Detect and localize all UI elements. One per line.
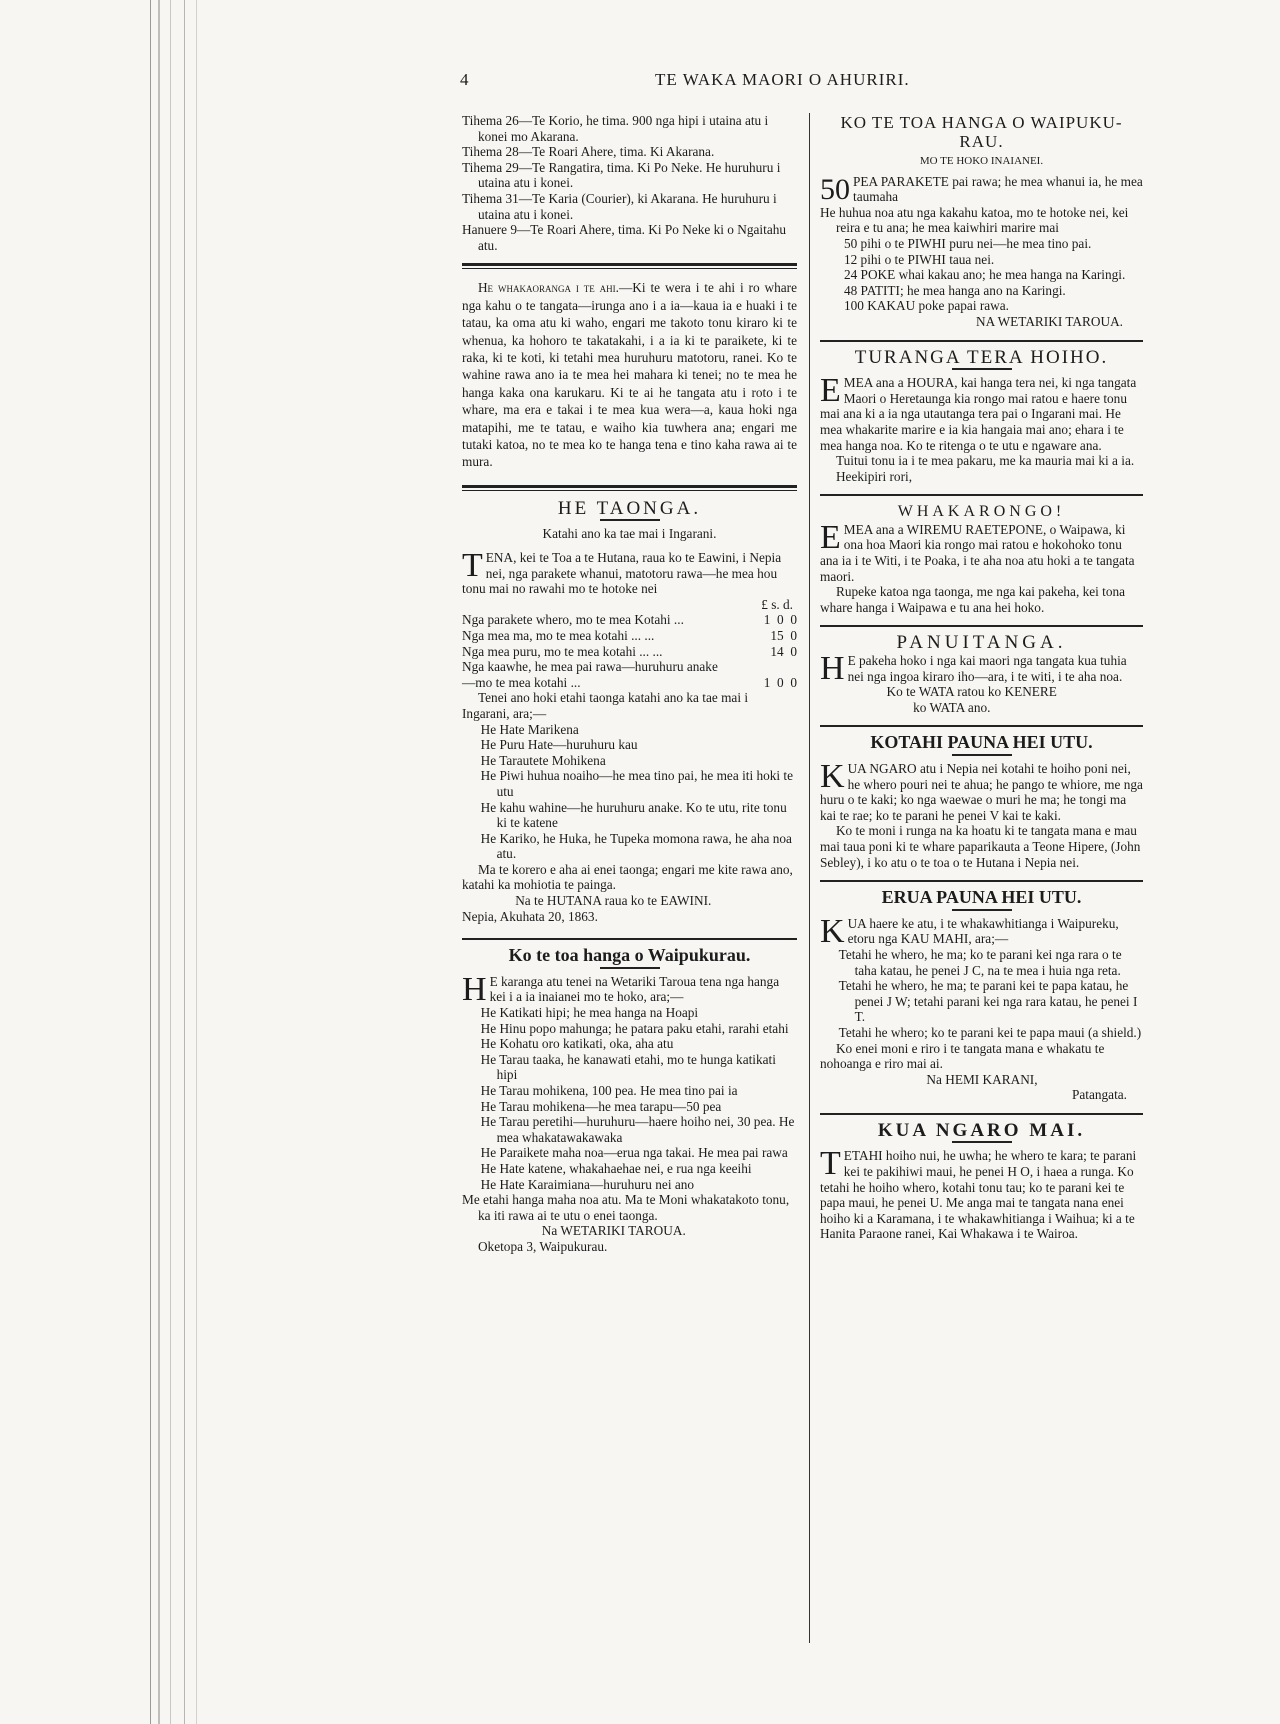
waipukurau-intro: E karanga atu tenei na Wetariki Taroua tena nga hanga kei i a ia inaianei mo te hoko, ara;— [489,973,780,1005]
fire-warning-lead: He whakaoranga i te ahi. [477,280,619,296]
drop-cap: H [820,650,845,688]
erua-pauna-advert [820,887,1143,1103]
erua-intro: UA haere ke atu, i te whakawhitianga i Waipureku, etoru nga KAU MAHI, ara;— [847,915,1119,947]
section-rule [820,1113,1143,1115]
whakarongo-text-2: Rupeke katoa nga taonga, me nga kai pakeha, kei tona whare hanga i Waipawa e tu ana hei hoko. [820,584,1126,615]
list-item: He Kohatu oro katikati, oka, aha atu [480,1036,674,1052]
taonga-date: Nepia, Akuhata 20, 1863. [462,908,598,924]
gutter-line [150,0,151,1724]
list-item: He Piwi huhua noaiho—he mea tino pai, he mea iti hoki te utu [480,768,794,799]
list-item: Tetahi he whero, he ma; te parani kei te papa katau, he penei J W; tetahi parani kei nga rara katau, he penei I T. [838,978,1138,1025]
list-item: He Tarau peretihi—huruhuru—haere hoiho nei, 30 pea. He mea whakatawakawaka [480,1114,795,1145]
list-item: Tetahi he whero, he ma; ko te parani kei nga rara o te taha katau, he penei J C, na te mea i huia nga reta. [838,946,1122,978]
shipping-entry: Tihema 26—Te Korio, he tima. 900 nga hipi i utaina atu i konei mo Akarana. [462,113,769,144]
list-item: Tetahi he whero; ko te parani kei te papa maui (a shield.) [838,1024,1142,1040]
price-row [462,644,797,660]
panuitanga-advert [820,632,1143,715]
drop-cap: 50 [820,172,850,206]
right-column [820,113,1143,1242]
heading-rule [600,967,660,969]
waipukurau-heading: Ko te toa hanga o Waipukurau. [508,945,751,966]
list-item: He Tarau mohikena—he mea tarapu—50 pea [480,1098,722,1114]
toa-signature: NA WETARIKI TAROUA. [976,313,1123,329]
heading-rule [952,754,1012,756]
list-item: He Katikati hipi; he mea hanga na Hoapi [480,1005,699,1021]
taonga-signature: Na te HUTANA raua ko te EAWINI. [515,893,712,909]
list-item: He Hate Marikena [480,721,579,737]
erua-closing: Ko enei moni e riro i te tangata mana e whakatu te nohoanga e riro mai ai. [820,1040,1105,1072]
kotahi-text: UA NGARO atu i Nepia nei kotahi te hoiho poni nei, he whero pouri nei te ahua; he pango te whiore, me nga huru o te kaki; ko nga waewae o muri he ma; he tongi ma kai te rae; ko te parani he penei V kai te kaki. [820,761,1143,823]
gutter-line [170,0,171,1724]
toa-item-list [820,236,1143,314]
fire-warning-paragraph [462,279,797,470]
toa-intro: PEA PARAKETE pai rawa; he mea whanui ia, he mea taumaha [853,173,1143,205]
page-number: 4 [460,70,470,89]
waipukurau-closing: Me etahi hanga maha noa atu. Ma te Moni whakatakoto tonu, ka iti rawa ai te utu o enei taonga. [462,1192,790,1223]
list-item: He Tarau mohikena, 100 pea. He mea tino pai ia [480,1083,738,1098]
panuitanga-signature-1: Ko te WATA ratou ko KENERE [886,684,1057,700]
list-item: 12 pihi o te PIWHI taua nei. [843,251,995,267]
turanga-heading: TURANGA TERA HOIHO. [854,346,1109,368]
drop-cap: T [462,547,483,584]
list-item: He Tarau taaka, he kanawati etahi, mo te hunga katikati hipi [480,1051,776,1083]
toa-subheading: MO TE HOKO INAIANEI. [919,155,1044,167]
taonga-advert [462,497,797,924]
shipping-entry: Hanuere 9—Te Roari Ahere, tima. Ki Po Neke ki o Ngaitahu atu. [462,222,787,253]
section-rule [820,340,1143,342]
waipukurau-item-list [462,1005,797,1192]
scan-gutter [0,0,210,1724]
kotahi-pauna-advert [820,732,1143,870]
toa-heading: KO TE TOA HANGA O WAIPUKU-RAU. [840,113,1123,151]
shipping-list [462,113,797,253]
list-item: He kahu wahine—he huruhuru anake. Ko te utu, rite tonu ki te katene [480,799,787,831]
kua-ngaro-heading: KUA NGARO MAI. [877,1119,1086,1141]
drop-cap: E [820,372,841,410]
turanga-text: MEA ana a HOURA, kai hanga tera nei, ki nga tangata Maori o Heretaunga kia rongo mai ratou e haere tonu mai ana ki a ia nga utautanga tera pai o Ingarani mai. He mea whakarite marire e ia kia hangaia mai ano; ehara i te mea hanga noa. Ko te ritenga o te utu e ngaware ana. [820,375,1137,453]
panuitanga-heading: PANUITANGA. [896,632,1067,654]
price-item: Nga parakete whero, mo te mea Kotahi ... [462,612,684,628]
taonga-intro: ENA, kei te Toa a te Hutana, raua ko te Eawini, i Nepia nei, nga parakete whanui, matotoru rawa—he mea hou tonu mai no rawahi mo te hotoke nei [462,550,782,597]
taonga-heading: HE TAONGA. [557,497,702,519]
list-item: 24 POKE whai kakau ano; he mea hanga na Karingi. [843,267,1126,283]
list-item: He Puru Hate—huruhuru kau [480,737,638,753]
toa-text: He huhua noa atu nga kakahu katoa, mo te hotoke nei, kei reira e tu ana; he mea kaiwhiri marire mai [820,204,1129,236]
list-item: He Hinu popo mahunga; he patara paku etahi, rarahi etahi [480,1020,789,1036]
price-item: Nga mea puru, mo te mea kotahi ... ... [462,643,663,659]
currency-header: £ s. d. [761,596,793,612]
taonga-subheading: Katahi ano ka tae mai i Ingarani. [542,526,717,542]
list-item: He Tarautete Mohikena [480,752,606,768]
turanga-signature: Heekipiri rori, [835,468,913,484]
price-row [462,628,797,644]
waipukurau-advert [462,945,797,1254]
gutter-line [158,0,160,1724]
page-header [460,70,960,94]
kotahi-heading: KOTAHI PAUNA HEI UTU. [870,732,1093,753]
section-rule [462,485,797,491]
kua-ngaro-advert [820,1119,1143,1242]
whakarongo-text: MEA ana a WIREMU RAETEPONE, o Waipawa, ki ona hoa Maori kia rongo mai ratou e hokohoko tonu ana ia i te Witi, i te Poaka, i te aha noa atu hoki a te tangata maori. [820,521,1135,584]
price-item: Nga kaawhe, he mea pai rawa—huruhuru anake—mo te mea kotahi ... [462,659,718,690]
shipping-entry: Tihema 31—Te Karia (Courier), ki Akarana. He huruhuru i utaina atu i konei. [462,190,777,222]
price-amount: 14 0 [770,643,797,659]
price-item: Nga mea ma, mo te mea kotahi ... ... [462,627,655,643]
drop-cap: K [820,912,845,950]
gutter-line [184,0,185,1724]
list-item: He Hate katene, whakahaehae nei, e rua nga keeihi [480,1160,752,1176]
taonga-closing: Ma te korero e aha ai enei taonga; engari me kite rawa ano, katahi ka mohiotia te painga. [462,861,793,893]
shipping-entry: Tihema 28—Te Roari Ahere, tima. Ki Akarana. [462,144,715,160]
drop-cap: K [820,758,845,795]
erua-item-list [820,947,1143,1041]
list-item: 50 pihi o te PIWHI puru nei—he mea tino pai. [843,235,1092,251]
section-rule [462,263,797,269]
section-rule [820,625,1143,627]
price-amount: 15 0 [770,627,797,643]
waipukurau-signature: Na WETARIKI TAROUA. [541,1223,686,1239]
whakarongo-heading: WHAKARONGO! [897,503,1066,521]
kotahi-text-2: Ko te moni i runga na ka hoatu ki te tangata mana e mau mai taua poni ki te whare paparikauta a Teone Hipere, (John Sebley), i ko atu o te toa o te Hutana i Nepia nei. [820,823,1141,870]
erua-signature: Na HEMI KARANI, [926,1071,1038,1087]
erua-heading: ERUA PAUNA HEI UTU. [881,887,1082,908]
turanga-text-2: Tuitui tonu ia i te mea pakaru, me ka mauria mai ki a ia. [835,453,1135,469]
heading-rule [952,368,1012,370]
drop-cap: E [820,518,841,556]
section-rule [820,725,1143,727]
list-item: He Hate Karaimiana—huruhuru nei ano [480,1176,695,1192]
taonga-more-intro: Tenei ano hoki etahi taonga katahi ano ka tae mai i Ingarani, ara;— [462,690,749,721]
panuitanga-text: E pakeha hoko i nga kai maori nga tangata kua tuhia nei nga ingoa kiraro iho—ara, i te witi, i te aha noa. [847,653,1127,684]
waipukurau-date: Oketopa 3, Waipukurau. [477,1238,608,1254]
list-item: 100 KAKAU poke papai rawa. [843,298,1009,314]
heading-rule [952,909,1012,911]
drop-cap: H [462,970,487,1008]
shipping-entry: Tihema 29—Te Rangatira, tima. Ki Po Neke. He huruhuru i utaina atu i konei. [462,159,781,191]
section-rule [820,494,1143,496]
erua-signature-2: Patangata. [1071,1087,1127,1103]
list-item: He Kariko, he Huka, he Tupeka momona rawa, he aha noa atu. [480,830,792,862]
heading-rule [952,1141,1012,1143]
price-row [462,659,797,690]
whakarongo-advert [820,504,1143,615]
taonga-item-list [462,722,797,862]
heading-rule [600,519,660,521]
fire-warning-text: —Ki te wera i te ahi i ro whare nga kahu o te tangata—irunga ano i a ia—kaua ia e huaki i te tatau, ka oma atu ki waho, engari me takoto tonu kiraro ki te whenua, ka hohoro te takatakahi, i a ia ki te paraikete, ki te raka, ki te koti, ki tetahi mea huruhuru matotoru, ranei. Ko te wahine rawa ano ia te mea hei mahara ki tenei; no te mea he hanga kaka ona karukaru. Ki te ai he tangata atu i roto i te whare, ma era e takai i te mea kua wera—a, kaua hoki nga matapihi, me te tatau, e waiho kia tuwhera ana; engari me tutaki katoa, no te mea ko te hanga tena e tino kaha rawa ai te mura. [462,280,797,470]
left-column [462,113,797,1255]
price-amount: 1 0 0 [763,612,797,628]
section-rule [820,880,1143,882]
toa-advert [820,113,1143,330]
drop-cap: T [820,1145,841,1183]
column-divider [809,113,810,1643]
kua-ngaro-text: ETAHI hoiho nui, he uwha; he whero te kara; te parani kei te pakihiwi maui, he penei H O, i haea a runga. Ko tetahi he hoiho whero, kotahi tonu tau; ko te parani kei te papa maui, he penei U. Me anga mai te tangata nana enei hoiho ki a Karamana, i te whakawhitianga i Waihua; ki a te Hanita Paraone ranei, Kai Whakawa i te Wairoa. [820,1148,1137,1242]
newspaper-title: TE WAKA MAORI O AHURIRI. [655,70,910,89]
list-item: 48 PATITI; he mea hanga ano na Karingi. [843,282,1066,298]
panuitanga-signature-2: ko WATA ano. [913,699,991,715]
turanga-advert [820,346,1143,485]
gutter-line [196,0,197,1724]
section-rule [462,938,797,940]
list-item: He Paraikete maha noa—erua nga takai. He mea pai rawa [480,1145,788,1161]
price-row [462,612,797,628]
price-amount: 1 0 0 [763,674,797,690]
